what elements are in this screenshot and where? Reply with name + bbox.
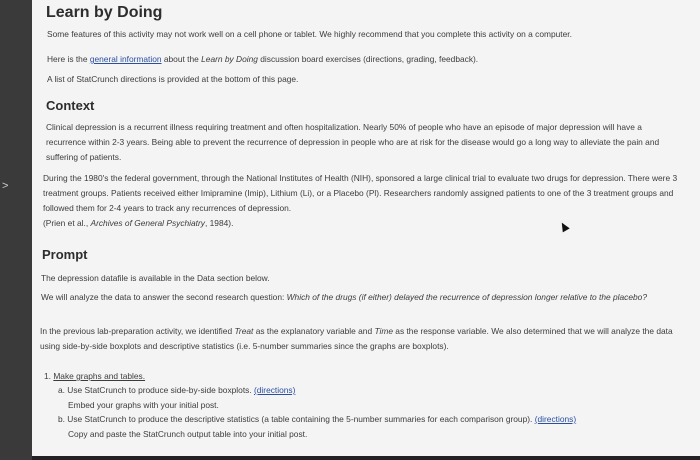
statistics-directions-link[interactable]: (directions) — [534, 414, 577, 424]
gutter-arrow-icon: > — [2, 180, 9, 192]
left-gutter — [0, 0, 32, 460]
general-information-link[interactable]: general information — [89, 54, 162, 64]
page-title: Learn by Doing — [46, 4, 163, 21]
prompt-research-question: We will analyze the data to answer the second research question: Which of the drugs (if either) delayed the recurrence of depression longer relative to the placebo? — [41, 292, 647, 302]
list-item-1a: a. Use StatCrunch to produce side-by-side boxplots. (directions) — [58, 385, 296, 395]
bottom-edge — [32, 456, 700, 460]
prompt-heading: Prompt — [42, 247, 88, 262]
make-graphs-label: Make graphs and tables. — [53, 371, 146, 381]
prompt-variables-note: In the previous lab-preparation activity, we identified Treat as the explanatory variable and Time as the response variable. We also determined that we will analyze the data using side-by-side boxplots and descriptive statistics (i.e. 5-number summaries since the graphs are boxplots). — [40, 326, 673, 351]
list-item-1b-sub: Copy and paste the StatCrunch output table into your initial post. — [68, 429, 308, 439]
content-page — [32, 0, 700, 460]
boxplot-directions-link[interactable]: (directions) — [253, 385, 296, 395]
list-item-1b: b. Use StatCrunch to produce the descriptive statistics (a table containing the 5-number summaries for each comparison group). (directions) — [58, 414, 577, 424]
intro-device-note: Some features of this activity may not work well on a cell phone or tablet. We highly recommend that you complete this activity on a computer. — [47, 29, 572, 39]
context-paragraph-1: Clinical depression is a recurrent illness requiring treatment and often hospitalization. Nearly 50% of people who have an episode of major depression will have a recurrence within 2-3 years. Being able to prevent the recurrence of depression in people who are at risk for the disease would go a long way to alleviate the pain and suffering of patients. — [46, 122, 660, 162]
intro-directions-note: A list of StatCrunch directions is provided at the bottom of this page. — [47, 74, 299, 84]
prompt-datafile-note: The depression datafile is available in the Data section below. — [41, 273, 270, 283]
list-item-1a-sub: Embed your graphs with your initial post. — [68, 400, 219, 410]
context-paragraph-2: During the 1980's the federal government, through the National Institutes of Health (NIH), sponsored a large clinical trial to evaluate two drugs for depression. There were 3 treatment groups. Patients received either Imipramine (Imip), Lithium (Li), or a Placebo (Pl). Researchers randomly assigned patients to one of the 3 treatment groups and followed them for 2-4 years to track any recurrences of depression. (Prien et al., Archives of General Psychiatry, 1984). — [43, 173, 678, 228]
intro-general-info: Here is the general information about the Learn by Doing discussion board exercises (directions, grading, feedback). — [47, 54, 479, 64]
context-heading: Context — [46, 98, 95, 113]
list-item-1: 1. Make graphs and tables. — [44, 371, 146, 381]
